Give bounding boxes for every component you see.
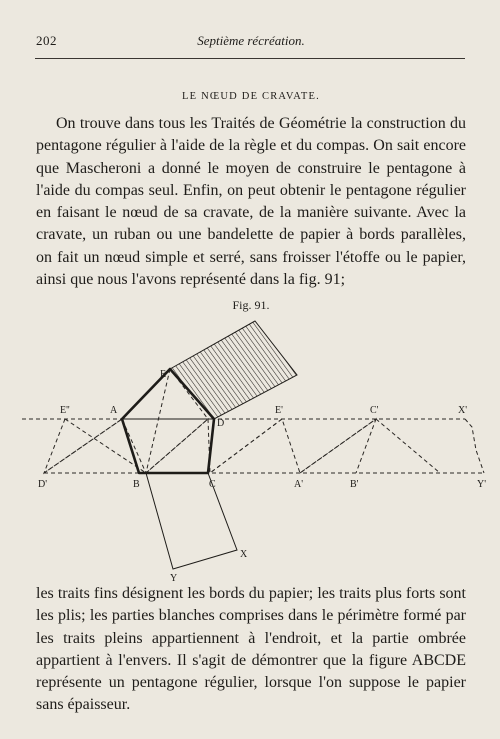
label-A1: A' xyxy=(294,479,304,490)
label-E2: E'' xyxy=(60,405,70,416)
label-C: C xyxy=(209,479,216,490)
label-X1: X' xyxy=(458,405,468,416)
label-Y1: Y' xyxy=(477,479,487,490)
figure-91-diagram xyxy=(0,315,500,585)
label-A: A xyxy=(110,405,118,416)
label-C1: C' xyxy=(370,405,379,416)
running-title: Septième récréation. xyxy=(197,33,305,48)
label-B1: B' xyxy=(350,479,359,490)
page-number: 202 xyxy=(36,33,57,48)
paragraph-intro: On trouve dans tous les Traités de Géométrie la construction du pentagone régulier à l'aide de la règle et du compas. On sait encore que Mascheroni a donné le moyen de construire le pentagone à l'aide du compas seul. Enfin, on peut obtenir le pentagone régulier en faisant le nœud de sa cravate, de la manière suivante. Avec la cravate, un ruban ou une bandelette de papier à bords parallèles, on fait un nœud simple et serré, sans froisser l'étoffe ou le papier, ainsi que nous l'avons représenté dans la fig. 91; xyxy=(36,115,466,289)
header-rule xyxy=(35,58,465,59)
label-B: B xyxy=(133,479,140,490)
label-X: X xyxy=(240,549,248,560)
page-header xyxy=(36,33,466,53)
label-E1: E' xyxy=(275,405,283,416)
label-Y: Y xyxy=(170,573,178,584)
paragraph-explanation: les traits fins désignent les bords du papier; les traits plus forts sont les plis; les parties blanches comprises dans le périmètre formé par les traits pleins appartiennent à l'endroit, et la partie ombrée appartient à l'envers. Il s'agit de démontrer que la figure ABCDE représente un pentagone régulier, lorsque l'on suppose le papier sans épaisseur. xyxy=(36,585,466,714)
label-E: E xyxy=(160,369,167,380)
label-D: D xyxy=(217,418,225,429)
label-D1: D' xyxy=(38,479,48,490)
figure-caption: Fig. 91. xyxy=(232,298,270,312)
section-title: LE NŒUD DE CRAVATE. xyxy=(182,91,320,102)
figure-labels xyxy=(38,369,486,584)
